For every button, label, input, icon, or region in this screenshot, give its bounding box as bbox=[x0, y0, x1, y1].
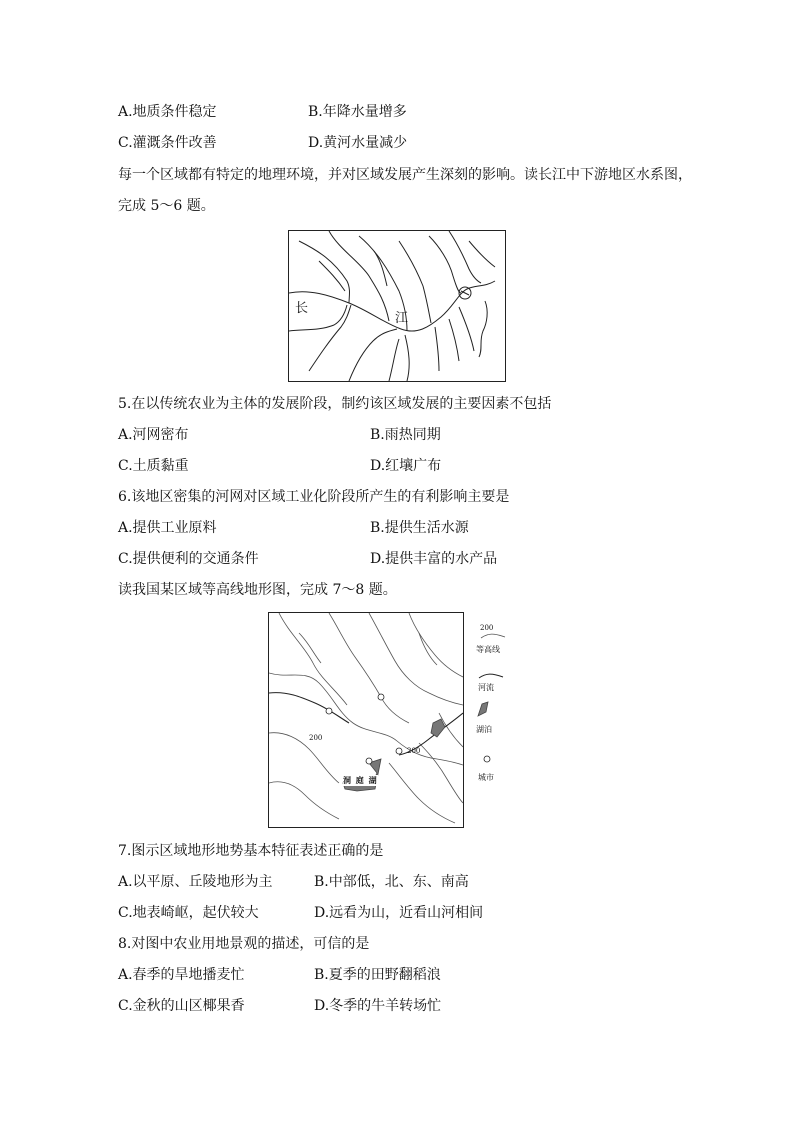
q5-option-b: B.雨热同期 bbox=[370, 427, 441, 443]
q8-stem: 8.对图中农业用地景观的描述，可信的是 bbox=[118, 936, 370, 952]
q8-option-b: B.夏季的田野翻稻浪 bbox=[314, 967, 441, 983]
map1-label-chang: 长 bbox=[295, 301, 309, 316]
legend-lake-icon bbox=[476, 700, 490, 718]
q7-option-b: B.中部低，北、东、南高 bbox=[314, 874, 469, 890]
map-legend bbox=[470, 620, 520, 790]
q4-option-c: C.灌溉条件改善 bbox=[118, 135, 217, 151]
river-network-drawing bbox=[289, 231, 505, 381]
q8-option-a: A.春季的旱地播麦忙 bbox=[118, 967, 245, 983]
legend-contour-value: 200 bbox=[480, 624, 494, 632]
contour-drawing bbox=[269, 613, 463, 827]
q6-option-d: D.提供丰富的水产品 bbox=[370, 551, 498, 567]
q7-option-c: C.地表崎岖，起伏较大 bbox=[118, 905, 259, 921]
q5-stem: 5.在以传统农业为主体的发展阶段，制约该区域发展的主要因素不包括 bbox=[118, 396, 552, 412]
q8-option-d: D.冬季的牛羊转场忙 bbox=[314, 998, 442, 1014]
q4-option-a: A.地质条件稳定 bbox=[118, 104, 217, 120]
q7-option-a: A.以平原、丘陵地形为主 bbox=[118, 874, 273, 890]
contour-map bbox=[268, 612, 464, 828]
q6-option-a: A.提供工业原料 bbox=[118, 520, 217, 536]
map1-label-jiang: 江 bbox=[395, 311, 409, 326]
q7-stem: 7.图示区域地形地势基本特征表述正确的是 bbox=[118, 843, 384, 859]
legend-contour-label: 等高线 bbox=[476, 645, 500, 654]
legend-contour-icon bbox=[480, 632, 506, 640]
q6-stem: 6.该地区密集的河网对区域工业化阶段所产生的有利影响主要是 bbox=[118, 489, 510, 505]
lake-label: 洞 庭 湖 bbox=[343, 775, 378, 785]
intro-5-6-line2: 完成 5～6 题。 bbox=[118, 198, 215, 214]
q6-option-b: B.提供生活水源 bbox=[370, 520, 469, 536]
intro-5-6-line1: 每一个区域都有特定的地理环境，并对区域发展产生深刻的影响。读长江中下游地区水系图， bbox=[118, 167, 692, 183]
q6-option-c: C.提供便利的交通条件 bbox=[118, 551, 259, 567]
legend-city-icon bbox=[482, 754, 492, 764]
q4-option-d: D.黄河水量减少 bbox=[308, 135, 408, 151]
q5-option-a: A.河网密布 bbox=[118, 427, 189, 443]
q5-option-d: D.红壤广布 bbox=[370, 458, 442, 474]
legend-river-icon bbox=[478, 672, 504, 680]
legend-river-label: 河流 bbox=[478, 683, 494, 692]
q4-option-b: B.年降水量增多 bbox=[308, 104, 407, 120]
legend-lake-label: 湖泊 bbox=[476, 725, 492, 734]
q5-option-c: C.土质黏重 bbox=[118, 458, 189, 474]
intro-7-8: 读我国某区域等高线地形图，完成 7～8 题。 bbox=[118, 582, 397, 598]
q8-option-c: C.金秋的山区椰果香 bbox=[118, 998, 245, 1014]
q7-option-d: D.远看为山，近看山河相间 bbox=[314, 905, 484, 921]
legend-city-label: 城市 bbox=[478, 773, 494, 782]
yangtze-river-map bbox=[288, 230, 506, 382]
contour-label-200-b: 200 bbox=[407, 747, 421, 755]
contour-label-200-a: 200 bbox=[309, 734, 323, 742]
